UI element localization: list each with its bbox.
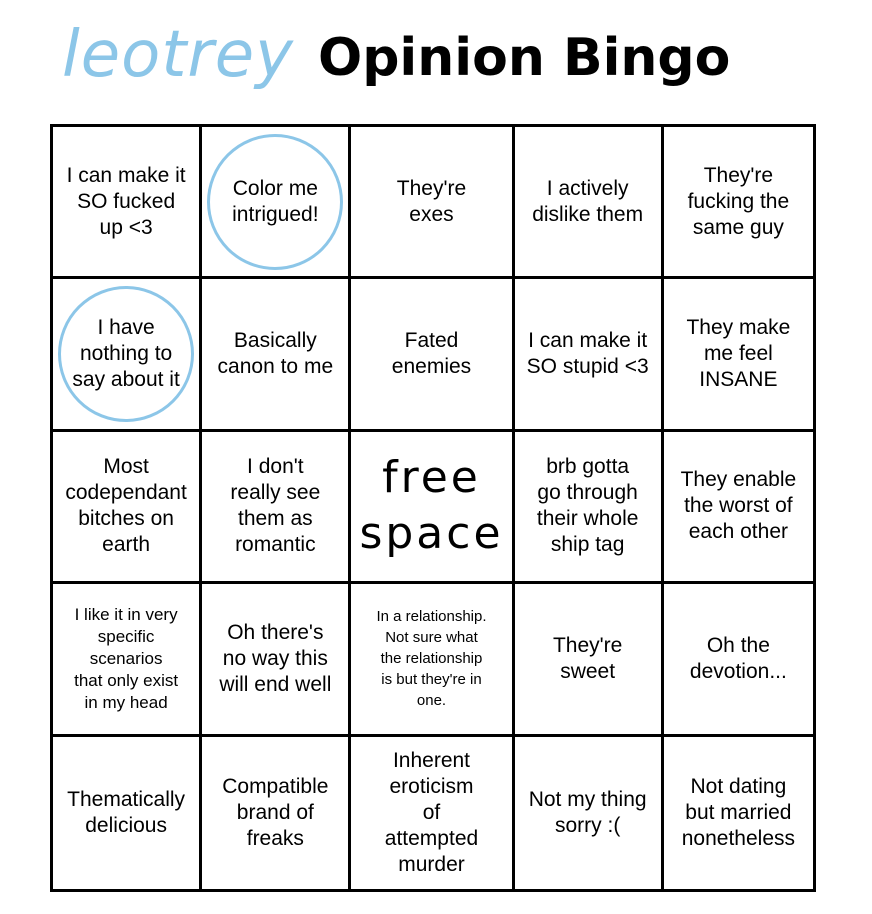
cell-label: They're sweet <box>552 633 623 683</box>
header <box>0 0 872 124</box>
cell-label: I can make it SO fucked up <3 <box>66 163 186 239</box>
cell-label: In a relationship. Not sure what the relationship is but they're in one. <box>376 608 487 710</box>
cell-label: Basically canon to me <box>217 329 334 379</box>
bingo-cell[interactable] <box>515 432 664 584</box>
cell-label: I like it in very specific scenarios that only exist in my head <box>74 604 179 712</box>
bingo-cell[interactable] <box>664 584 813 736</box>
cell-label: I don't really see them as romantic <box>230 455 321 557</box>
bingo-cell[interactable] <box>664 279 813 431</box>
cell-label: Fated enemies <box>391 329 472 379</box>
bingo-cell[interactable] <box>664 737 813 889</box>
bingo-cell[interactable] <box>202 737 351 889</box>
bingo-cell[interactable] <box>53 432 202 584</box>
cell-label: Most codependant bitches on earth <box>65 455 187 557</box>
cell-label: Inherent eroticism of attempted murder <box>384 748 479 876</box>
page-title: Opinion Bingo <box>318 28 731 88</box>
bingo-cell[interactable] <box>202 584 351 736</box>
cell-label: Compatible brand of freaks <box>222 774 329 850</box>
bingo-cell-marked[interactable] <box>202 127 351 279</box>
cell-label: I have nothing to say about it <box>72 316 180 392</box>
cell-label: brb gotta go through their whole ship tag <box>536 455 639 557</box>
bingo-cell[interactable] <box>664 127 813 279</box>
cell-label: They make me feel INSANE <box>686 316 791 392</box>
cell-label: I actively dislike them <box>532 176 644 226</box>
bingo-cell[interactable] <box>664 432 813 584</box>
bingo-cell[interactable] <box>351 127 514 279</box>
free-space-cell[interactable] <box>351 432 514 584</box>
cell-label: Not dating but married nonetheless <box>681 774 796 850</box>
bingo-cell[interactable] <box>351 584 514 736</box>
cell-label: They're fucking the same guy <box>687 163 790 239</box>
cell-label: Color me intrigued! <box>232 176 319 226</box>
bingo-cell[interactable] <box>515 584 664 736</box>
bingo-cell[interactable] <box>202 432 351 584</box>
bingo-cell[interactable] <box>515 279 664 431</box>
cell-label: They enable the worst of each other <box>680 468 797 544</box>
cell-label: They're exes <box>396 176 467 226</box>
cell-label: Not my thing sorry :( <box>528 787 647 837</box>
bingo-cell[interactable] <box>515 737 664 889</box>
bingo-cell[interactable] <box>515 127 664 279</box>
bingo-cell[interactable] <box>351 737 514 889</box>
cell-label: Oh the devotion... <box>689 633 787 683</box>
cell-label: I can make it SO stupid <3 <box>526 329 649 379</box>
bingo-cell[interactable] <box>53 584 202 736</box>
bingo-cell[interactable] <box>351 279 514 431</box>
free-space-label: free space <box>359 452 504 560</box>
bingo-cell[interactable] <box>202 279 351 431</box>
bingo-cell-marked[interactable] <box>53 279 202 431</box>
bingo-cell[interactable] <box>53 127 202 279</box>
bingo-cell[interactable] <box>53 737 202 889</box>
brand-name: leotrey <box>62 18 294 92</box>
cell-label: Oh there's no way this will end well <box>219 620 332 696</box>
bingo-board <box>50 124 816 892</box>
cell-label: Thematically delicious <box>67 787 186 837</box>
